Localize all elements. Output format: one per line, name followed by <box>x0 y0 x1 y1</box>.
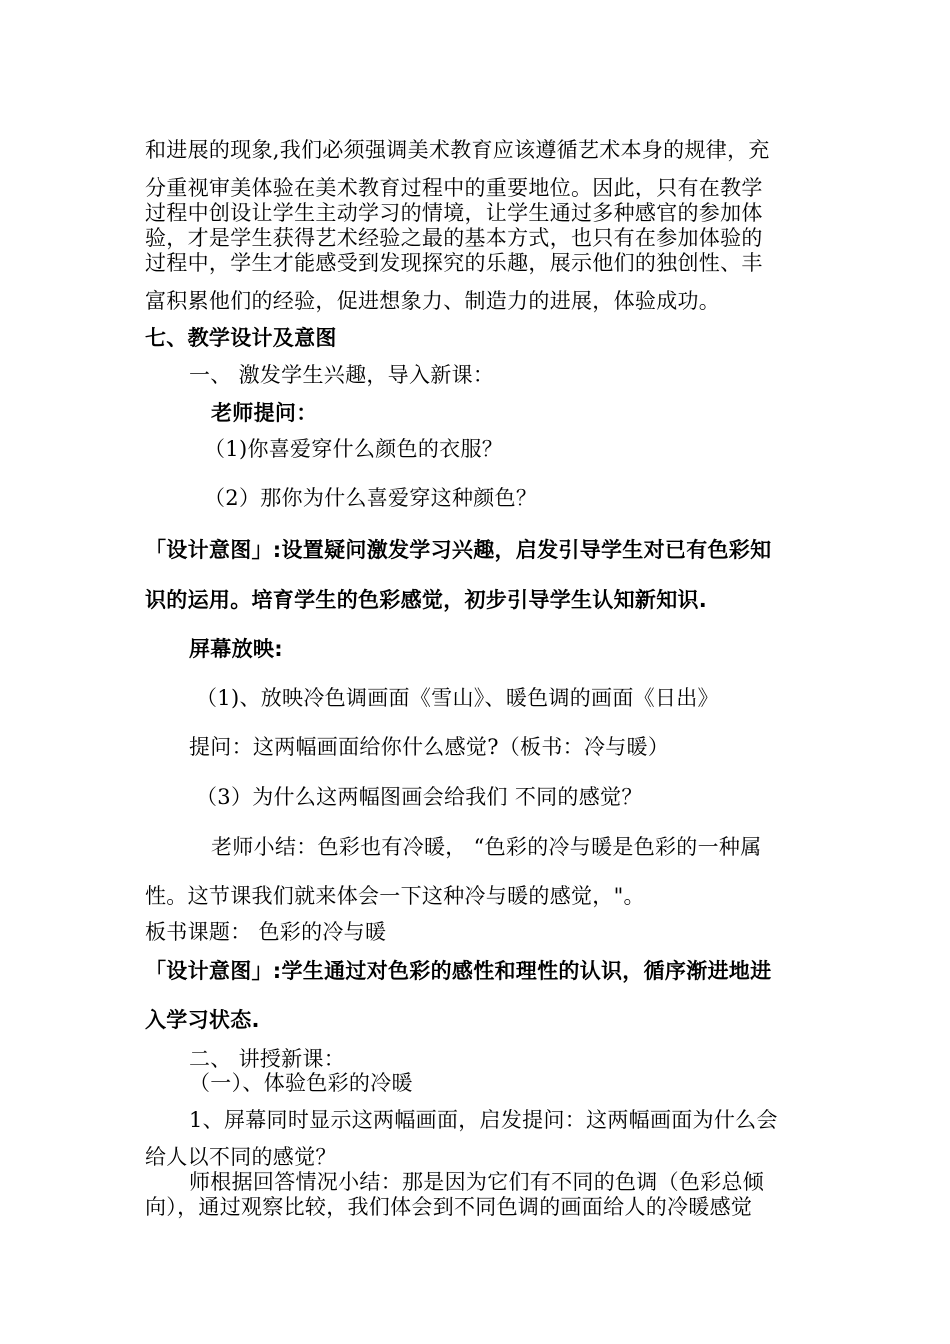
paragraph-line: 师根据回答情况小结：那是因为它们有不同的色调（色彩总倾 <box>189 1170 765 1194</box>
paragraph-line: 过程中，学生才能感受到发现探究的乐趣，展示他们的独创性、丰 <box>145 251 763 275</box>
design-intent-line: 识的运用。培育学生的色彩感觉，初步引导学生认知新知识. <box>145 588 708 612</box>
screen-show-label: 屏幕放映: <box>189 637 283 661</box>
subsection-heading: 一、 激发学生兴趣，导入新课： <box>189 363 495 387</box>
question-item: （3）为什么这两幅图画会给我们 不同的感觉？ <box>196 785 643 809</box>
paragraph-line: 验，才是学生获得艺术经验之最的基本方式，也只有在参加体验的 <box>145 226 763 250</box>
paragraph-line: 富积累他们的经验，促进想象力、制造力的进展，体验成功。 <box>145 289 721 313</box>
question-item: （1)你喜爱穿什么颜色的衣服？ <box>204 437 504 461</box>
blackboard-title: 板书课题： 色彩的冷与暖 <box>145 920 387 944</box>
paragraph-line: 向），通过观察比较，我们体会到不同色调的画面给人的冷暖感觉 <box>145 1195 753 1219</box>
teacher-question-label: 老师提问： <box>211 401 318 425</box>
summary-line: 性。这节课我们就来体会一下这种冷与暖的感觉，"。 <box>145 884 645 908</box>
question-line: 提问：这两幅画面给你什么感觉?（板书：冷与暖） <box>189 735 670 759</box>
paragraph-line: 给人以不同的感觉？ <box>145 1145 337 1169</box>
subsection-heading: （一）、体验色彩的冷暖 <box>189 1071 413 1095</box>
design-intent-line: 入学习状态. <box>145 1008 260 1032</box>
screen-show-item: （1)、放映冷色调画面《雪山》、暖色调的画面《日出》 <box>196 686 719 710</box>
design-intent-line: 「设计意图」:设置疑问激发学习兴趣，启发引导学生对已有色彩知 <box>145 538 772 562</box>
section-heading: 七、教学设计及意图 <box>145 326 337 350</box>
question-item: （2）那你为什么喜爱穿这种颜色？ <box>204 486 538 510</box>
paragraph-line: 分重视审美体验在美术教育过程中的重要地位。因此，只有在教学 <box>145 176 763 200</box>
paragraph-line: 过程中创设让学生主动学习的情境，让学生通过多种感官的参加体 <box>145 201 763 225</box>
paragraph-line: 和进展的现象,我们必须强调美术教育应该遵循艺术本身的规律，充 <box>145 138 770 162</box>
subsection-heading: 二、 讲授新课： <box>189 1047 346 1071</box>
summary-line: 老师小结：色彩也有冷暖， “色彩的冷与暖是色彩的一种属 <box>211 835 762 859</box>
paragraph-line: 1、屏幕同时显示这两幅画面，启发提问：这两幅画面为什么会 <box>189 1108 778 1132</box>
design-intent-line: 「设计意图」:学生通过对色彩的感性和理性的认识，循序渐进地进 <box>145 959 772 983</box>
